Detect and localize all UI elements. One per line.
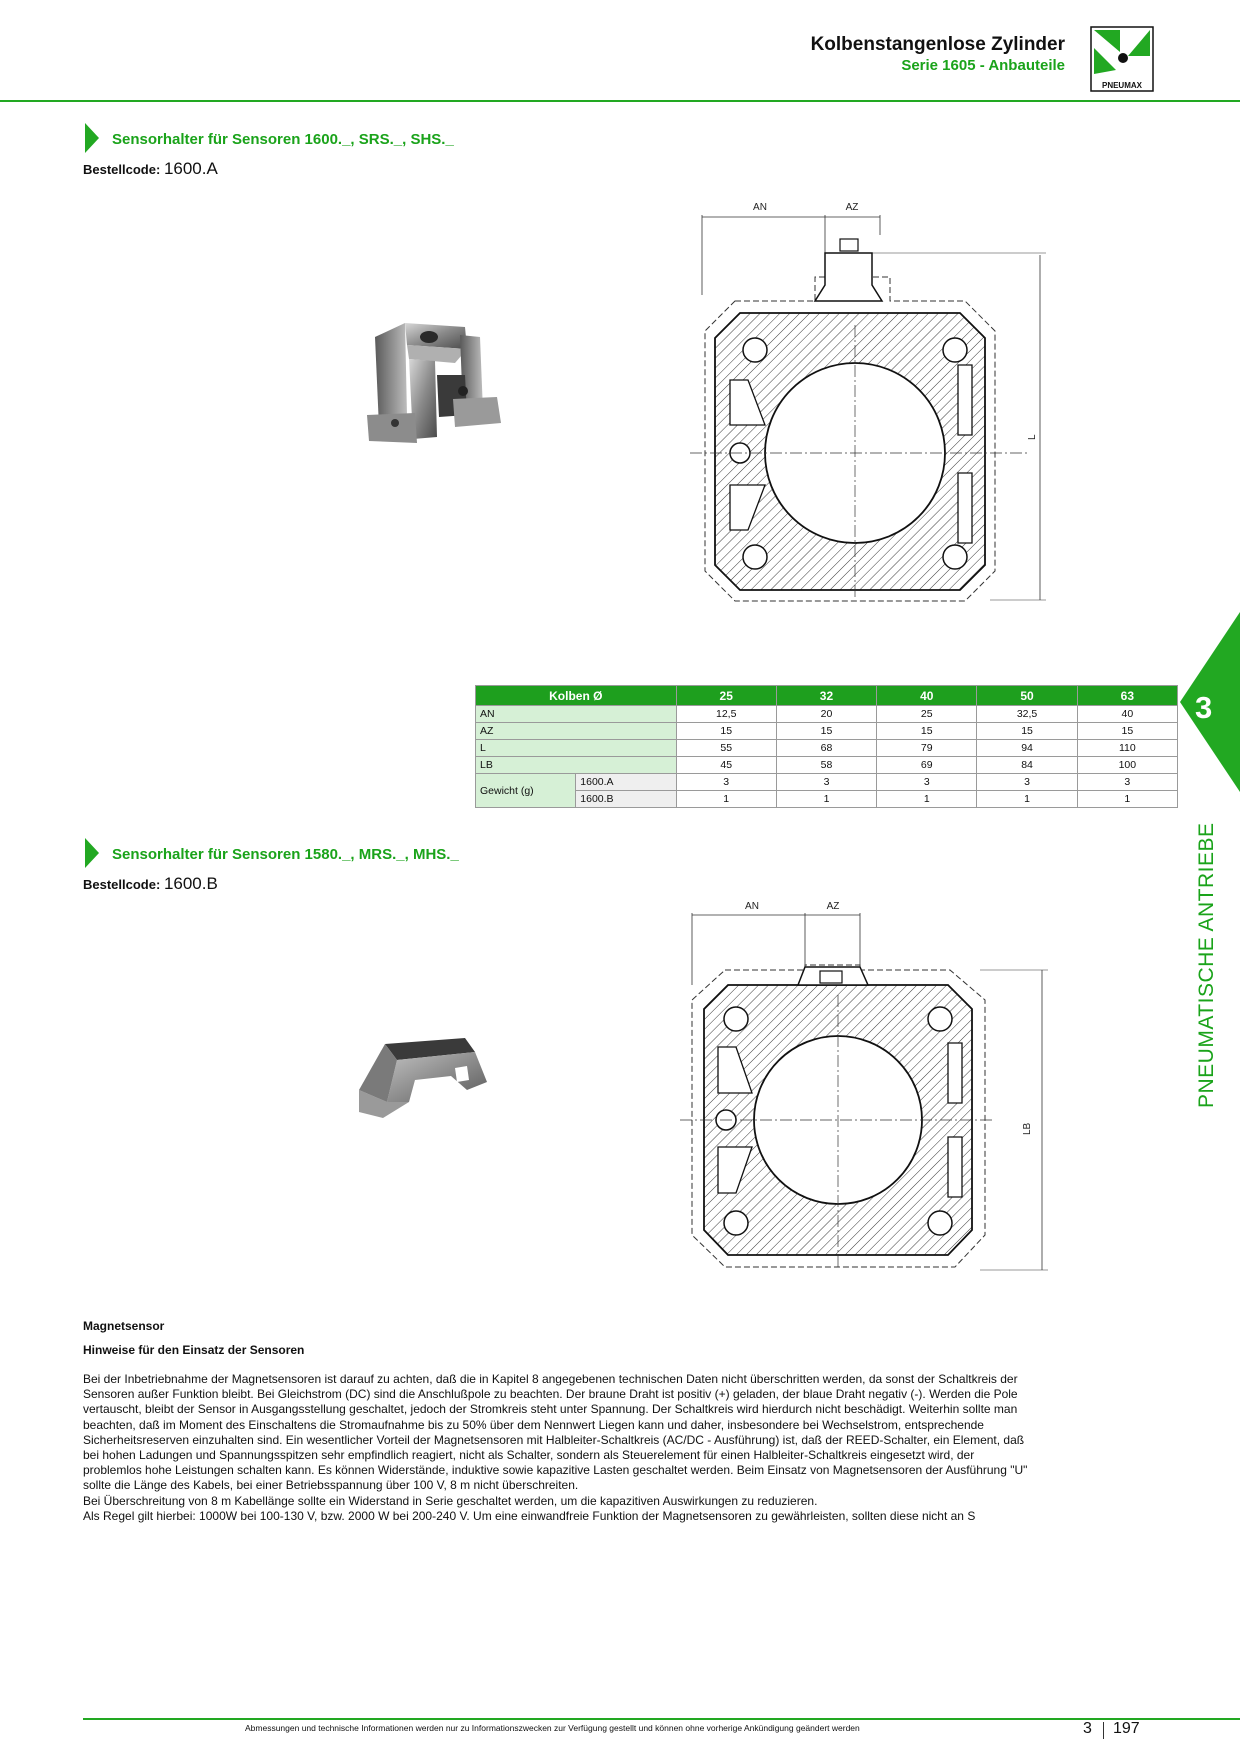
table-header-cell: 50 bbox=[977, 686, 1077, 706]
page-header-subtitle: Serie 1605 - Anbauteile bbox=[901, 57, 1065, 74]
chapter-number: 3 bbox=[1195, 690, 1213, 725]
section1-order-code: 1600.A bbox=[163, 159, 218, 178]
table-header-cell: 25 bbox=[676, 686, 776, 706]
table-row bbox=[476, 740, 1178, 757]
footer-page-number: 197 bbox=[1113, 1720, 1140, 1737]
paragraph-line: Sicherheitsreserven einzuhalten sind. Ein wesentlicher Vorteil der Magnetsensoren mit Halbleiter-Schaltkreis (AC/DC - Ausführung) ist, daß der REED-Schalter, ein Element, daß bbox=[83, 1432, 1025, 1447]
paragraph-line: Sensoren außer Funktion bleibt. Bei Gleichstrom (DC) sind die Anschlußpole zu beachten. Der braune Draht ist positiv (+) geladen, der blaue Draht negativ (-). Werden die Pole bbox=[83, 1387, 1018, 1402]
logo-text: PNEUMAX bbox=[1101, 81, 1143, 90]
table-cell: 1 bbox=[877, 791, 977, 808]
section1-title: Sensorhalter für Sensoren 1600._, SRS._, SHS._ bbox=[112, 131, 454, 148]
section1-order bbox=[83, 159, 218, 179]
technical-drawing-1600a bbox=[690, 195, 1070, 620]
section2-arrow-icon bbox=[85, 838, 99, 873]
table-cell: 12,5 bbox=[676, 706, 776, 723]
table-row-label: AN bbox=[476, 706, 677, 723]
table-cell: 15 bbox=[877, 723, 977, 740]
paragraph-line: Bei Überschreitung von 8 m Kabellänge sollte ein Widerstand in Serie geschaltet werden, um die kapazitiven Auswirkungen zu reduzieren. bbox=[83, 1493, 818, 1508]
table-cell: 3 bbox=[776, 774, 876, 791]
header-divider bbox=[0, 100, 1240, 102]
table-cell: 55 bbox=[676, 740, 776, 757]
pneumax-logo bbox=[1090, 26, 1154, 92]
table-cell: 15 bbox=[776, 723, 876, 740]
section1-arrow-icon bbox=[85, 123, 99, 158]
table-row bbox=[476, 723, 1178, 740]
table-cell: 15 bbox=[676, 723, 776, 740]
table-row bbox=[476, 774, 1178, 791]
footer-disclaimer: Abmessungen und technische Informationen werden nur zu Informationszwecken zur Verfügung gestellt und können ohne vorherige Ankündigung geändert werden bbox=[245, 1723, 860, 1733]
table-cell: 100 bbox=[1077, 757, 1177, 774]
paragraph-line: Als Regel gilt hierbei: 1000W bei 100-130 V, bzw. 2000 W bei 200-240 V. Um eine einwandfreie Funktion der Magnetsensoren zu gewährleisten, sollten diese nicht an S bbox=[83, 1508, 976, 1523]
dim-az-label: AZ bbox=[826, 901, 840, 912]
table-cell: 110 bbox=[1077, 740, 1177, 757]
table-row-label: 1600.A bbox=[576, 774, 676, 791]
section2-order-code: 1600.B bbox=[163, 874, 218, 893]
paragraph-line: bei hohen Ladungen und Spannungsspitzen sehr empfindlich reagiert, nicht als Schalter, sondern als Steuerelement für einen Halbleiter-Schaltkreis eingesetzt wird, der bbox=[83, 1448, 975, 1463]
table-cell: 94 bbox=[977, 740, 1077, 757]
table-header-row bbox=[476, 686, 1178, 706]
table-row bbox=[476, 706, 1178, 723]
table-row-label: 1600.B bbox=[576, 791, 676, 808]
table-header-cell: Kolben Ø bbox=[476, 686, 677, 706]
paragraph-line: sollte die Länge des Kabels, bei einer Betriebsspannung über 100 V, 8 m nicht überschreiten. bbox=[83, 1478, 579, 1493]
table-header-cell: 32 bbox=[776, 686, 876, 706]
table-row-label: AZ bbox=[476, 723, 677, 740]
table-cell: 25 bbox=[877, 706, 977, 723]
dim-an-label: AN bbox=[745, 901, 759, 912]
table-weight-label: Gewicht (g) bbox=[476, 774, 576, 808]
dim-az-label: AZ bbox=[845, 202, 859, 213]
table-cell: 45 bbox=[676, 757, 776, 774]
section2-order-label: Bestellcode: bbox=[83, 877, 161, 892]
table-row bbox=[476, 757, 1178, 774]
paragraph-line: vertauscht, bleibt der Sensor in Ausgangsstellung geschaltet, jedoch der Stromkreis steht unter Spannung. Der Schaltkreis wird hierdurch nicht beschädigt. Weiterhin sollte man bbox=[83, 1402, 1018, 1417]
table-cell: 3 bbox=[676, 774, 776, 791]
table-cell: 1 bbox=[776, 791, 876, 808]
table-cell: 1 bbox=[676, 791, 776, 808]
table-cell: 84 bbox=[977, 757, 1077, 774]
section2-order bbox=[83, 874, 218, 894]
table-cell: 1 bbox=[977, 791, 1077, 808]
paragraph-line: problemlos hohe Leistungen schalten kann. Es können Widerstände, induktive sowie kapazitive Lasten geschaltet werden. Beim Einsatz von Magnetsensoren der Ausführung "U" bbox=[83, 1463, 1028, 1478]
table-cell: 79 bbox=[877, 740, 977, 757]
body-heading-magnetsensor: Magnetsensor bbox=[83, 1319, 165, 1333]
table-cell: 3 bbox=[977, 774, 1077, 791]
dim-l-label: L bbox=[1027, 434, 1038, 440]
section1-order-label: Bestellcode: bbox=[83, 162, 161, 177]
table-cell: 68 bbox=[776, 740, 876, 757]
table-cell: 15 bbox=[977, 723, 1077, 740]
body-heading-hinweise: Hinweise für den Einsatz der Sensoren bbox=[83, 1343, 305, 1357]
paragraph-line: Bei der Inbetriebnahme der Magnetsensoren ist darauf zu achten, daß die in Kapitel 8 angegebenen technischen Daten nicht überschritten werden, da sonst der Schaltkreis der bbox=[83, 1372, 1018, 1386]
table-cell: 3 bbox=[1077, 774, 1177, 791]
table-cell: 15 bbox=[1077, 723, 1177, 740]
paragraph-line: beachten, daß im Moment des Einschaltens die Stromaufnahme bis zu 50% über dem Nennwert Liegen kann und daher, insbesondere bei Wechselstrom, entsprechende bbox=[83, 1417, 984, 1432]
section2-title: Sensorhalter für Sensoren 1580._, MRS._, MHS._ bbox=[112, 846, 459, 863]
footer-divider bbox=[83, 1718, 1240, 1720]
dim-an-label: AN bbox=[753, 202, 767, 213]
table-cell: 3 bbox=[877, 774, 977, 791]
table-row-label: L bbox=[476, 740, 677, 757]
table-header-cell: 63 bbox=[1077, 686, 1177, 706]
table-row-label: LB bbox=[476, 757, 677, 774]
page-header-title: Kolbenstangenlose Zylinder bbox=[810, 34, 1065, 55]
footer-chapter: 3 bbox=[1083, 1720, 1092, 1737]
sensor-holder-1600b-photo bbox=[355, 1030, 515, 1135]
dim-lb-label: LB bbox=[1022, 1122, 1033, 1135]
dimension-table bbox=[475, 685, 1178, 808]
table-cell: 32,5 bbox=[977, 706, 1077, 723]
table-header-cell: 40 bbox=[877, 686, 977, 706]
table-cell: 20 bbox=[776, 706, 876, 723]
body-paragraph bbox=[83, 1372, 1135, 1524]
table-cell: 1 bbox=[1077, 791, 1177, 808]
technical-drawing-1600b bbox=[680, 895, 1080, 1280]
sensor-holder-1600a-photo bbox=[355, 315, 515, 460]
table-cell: 69 bbox=[877, 757, 977, 774]
table-cell: 58 bbox=[776, 757, 876, 774]
table-row bbox=[476, 791, 1178, 808]
footer-separator bbox=[1103, 1722, 1104, 1739]
table-cell: 40 bbox=[1077, 706, 1177, 723]
